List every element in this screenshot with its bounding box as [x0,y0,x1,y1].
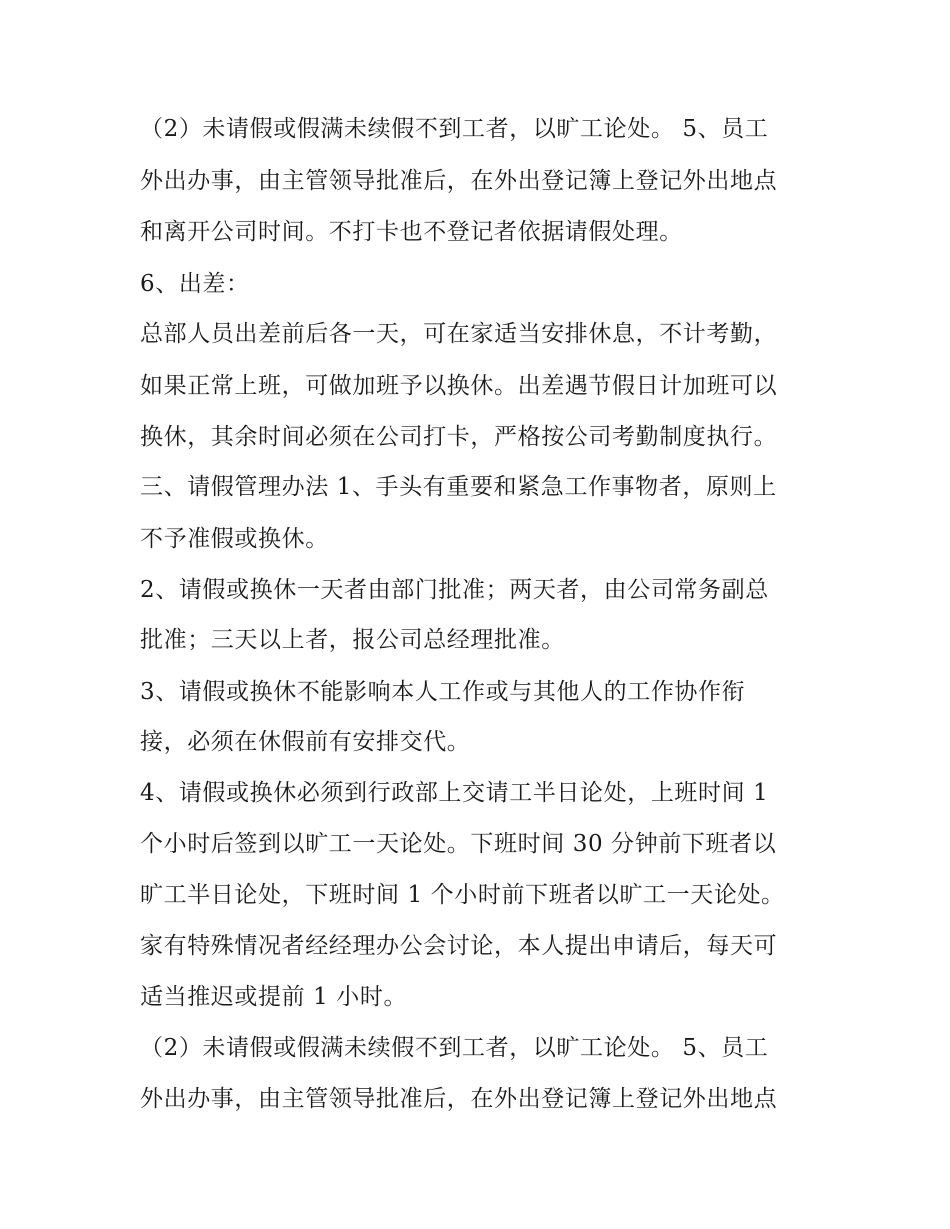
text-line: 旷工半日论处，下班时间 1 个小时前下班者以旷工一天论处。 [140,882,785,908]
text-line: 个小时后签到以旷工一天论处。下班时间 30 分钟前下班者以 [140,831,777,857]
text-line: 三、请假管理办法 1、手头有重要和紧急工作事物者，原则上 [140,474,777,500]
text-line: 外出办事，由主管领导批准后，在外出登记簿上登记外出地点 [140,168,778,194]
text-line: 外出办事，由主管领导批准后，在外出登记簿上登记外出地点 [140,1086,778,1112]
text-line: 不予准假或换休。 [140,526,329,552]
text-line: 如果正常上班，可做加班予以换休。出差遇节假日计加班可以 [140,373,778,399]
text-line: 批准；三天以上者，报公司总经理批准。 [140,627,565,653]
text-line: 适当推迟或提前 1 小时。 [140,984,408,1010]
text-line: 4、请假或换休必须到行政部上交请工半日论处，上班时间 1 [140,780,769,806]
text-line: 接，必须在休假前有安排交代。 [140,729,471,755]
text-line: 家有特殊情况者经经理办公会讨论，本人提出申请后，每天可 [140,933,778,959]
text-line: 总部人员出差前后各一天，可在家适当安排休息，不计考勤， [140,321,778,347]
text-line: 2、请假或换休一天者由部门批准；两天者，由公司常务副总 [140,577,769,603]
text-line: （2）未请假或假满未续假不到工者，以旷工论处。 5、员工 [140,116,769,142]
text-line: 和离开公司时间。不打卡也不登记者依据请假处理。 [140,219,683,245]
text-line: 6、出差： [140,271,250,297]
text-line: 3、请假或换休不能影响本人工作或与其他人的工作协作衔 [140,679,746,705]
text-line: （2）未请假或假满未续假不到工者，以旷工论处。 5、员工 [140,1035,769,1061]
text-line: 换休，其余时间必须在公司打卡，严格按公司考勤制度执行。 [140,424,778,450]
